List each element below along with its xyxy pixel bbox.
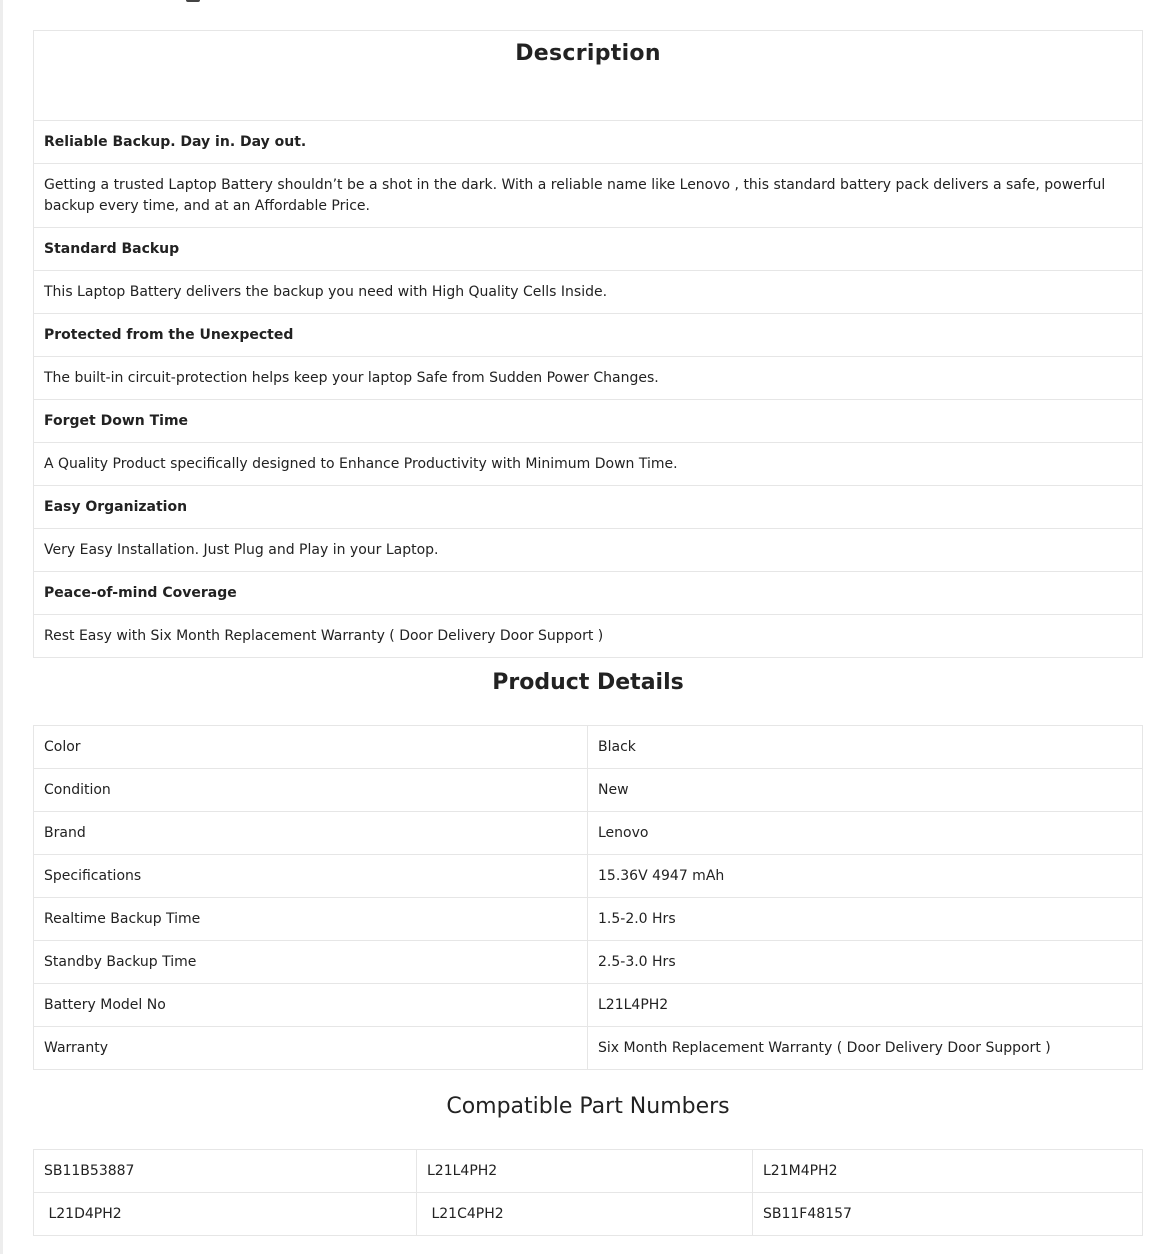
detail-value: Lenovo	[588, 812, 1143, 855]
table-row	[34, 769, 1143, 812]
part-number-cell: L21L4PH2	[417, 1150, 753, 1193]
detail-label: Specifications	[34, 855, 588, 898]
detail-label: Color	[34, 726, 588, 769]
part-number-cell: SB11B53887	[34, 1150, 417, 1193]
description-row: Getting a trusted Laptop Battery shouldn’t be a shot in the dark. With a reliable name like Lenovo , this standard battery pack delivers a safe, powerful backup every time, and at an Affordable Price.	[34, 164, 1143, 228]
page-edge	[0, 0, 3, 1254]
table-row	[34, 855, 1143, 898]
part-number-cell: L21M4PH2	[753, 1150, 1143, 1193]
detail-value: 15.36V 4947 mAh	[588, 855, 1143, 898]
detail-value: L21L4PH2	[588, 984, 1143, 1027]
detail-label: Condition	[34, 769, 588, 812]
description-row: The built-in circuit-protection helps keep your laptop Safe from Sudden Power Changes.	[34, 357, 1143, 400]
table-row	[34, 726, 1143, 769]
description-row: Very Easy Installation. Just Plug and Play in your Laptop.	[34, 529, 1143, 572]
compatible-parts-title: Compatible Part Numbers	[446, 1094, 730, 1119]
description-row: Standard Backup	[34, 228, 1143, 271]
table-row	[34, 898, 1143, 941]
description-title: Description	[34, 31, 1143, 121]
part-number-cell: SB11F48157	[753, 1193, 1143, 1236]
detail-value: New	[588, 769, 1143, 812]
table-row	[34, 941, 1143, 984]
table-row	[34, 1027, 1143, 1070]
detail-label: Brand	[34, 812, 588, 855]
product-details-title: Product Details	[492, 670, 684, 695]
detail-label: Battery Model No	[34, 984, 588, 1027]
detail-value: Black	[588, 726, 1143, 769]
description-row: Protected from the Unexpected	[34, 314, 1143, 357]
description-row: This Laptop Battery delivers the backup you need with High Quality Cells Inside.	[34, 271, 1143, 314]
detail-value: Six Month Replacement Warranty ( Door Delivery Door Support )	[588, 1027, 1143, 1070]
description-row: A Quality Product specifically designed to Enhance Productivity with Minimum Down Time.	[34, 443, 1143, 486]
description-table	[33, 30, 1143, 658]
cropped-heading-fragment	[180, 0, 220, 4]
description-row: Peace-of-mind Coverage	[34, 572, 1143, 615]
detail-label: Realtime Backup Time	[34, 898, 588, 941]
product-details-table	[33, 725, 1143, 1070]
description-row: Forget Down Time	[34, 400, 1143, 443]
detail-value: 1.5-2.0 Hrs	[588, 898, 1143, 941]
table-row	[34, 1193, 1143, 1236]
detail-label: Standby Backup Time	[34, 941, 588, 984]
table-row	[34, 812, 1143, 855]
detail-value: 2.5-3.0 Hrs	[588, 941, 1143, 984]
part-number-cell: L21D4PH2	[34, 1193, 417, 1236]
description-row: Easy Organization	[34, 486, 1143, 529]
table-row	[34, 1150, 1143, 1193]
description-row: Reliable Backup. Day in. Day out.	[34, 121, 1143, 164]
table-row	[34, 984, 1143, 1027]
detail-label: Warranty	[34, 1027, 588, 1070]
description-row: Rest Easy with Six Month Replacement Warranty ( Door Delivery Door Support )	[34, 615, 1143, 658]
compatible-parts-table	[33, 1149, 1143, 1236]
part-number-cell: L21C4PH2	[417, 1193, 753, 1236]
